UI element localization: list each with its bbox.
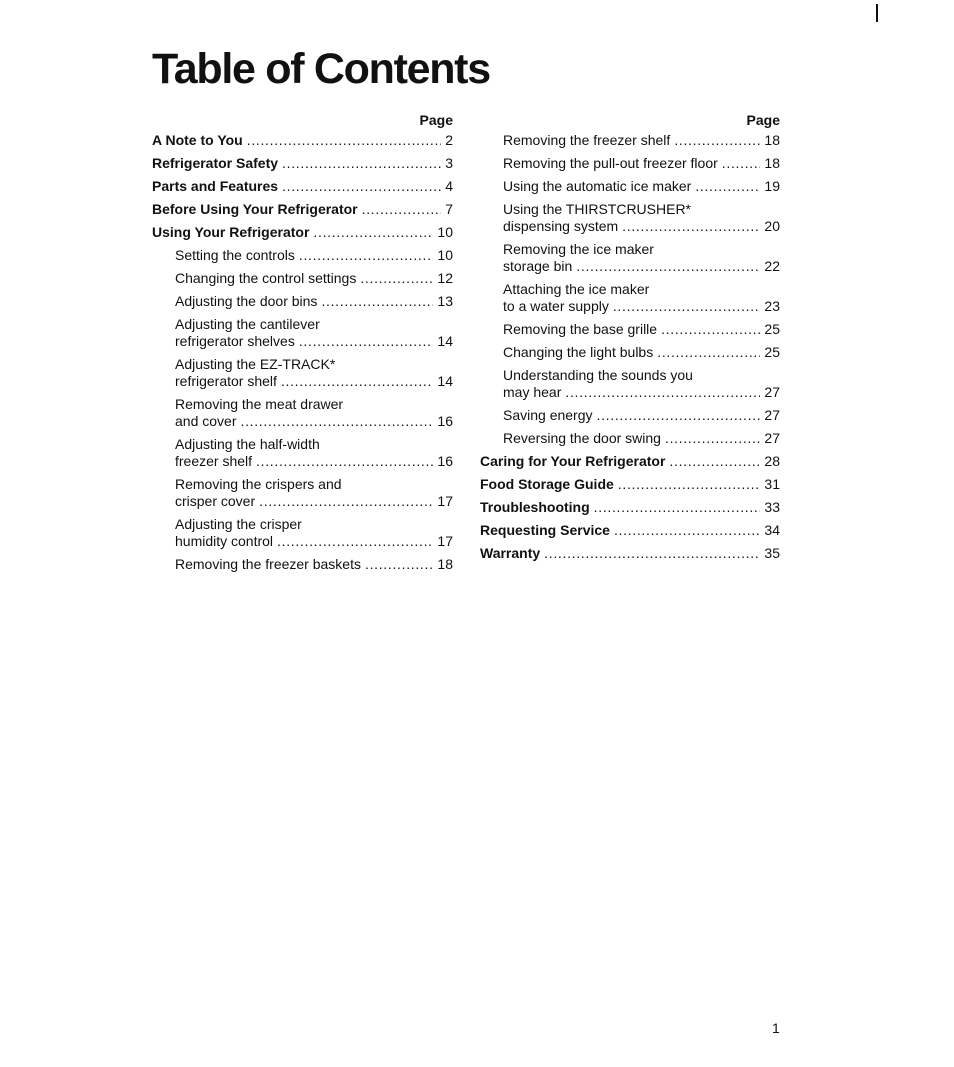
toc-subsection-entry [480, 321, 780, 338]
toc-page-number: 17 [437, 493, 453, 509]
toc-entry-title: Troubleshooting [480, 499, 590, 515]
toc-entry-title: Changing the control settings [175, 270, 357, 286]
toc-entry-title: Adjusting the half-width [175, 436, 320, 452]
toc-entry-title: Adjusting the door bins [175, 293, 318, 309]
toc-page-number: 27 [764, 384, 780, 400]
toc-page-number: 7 [445, 201, 453, 217]
toc-entry-title: Removing the ice maker [503, 241, 654, 257]
dot-leader [360, 270, 433, 287]
toc-entry-title: refrigerator shelf [175, 373, 277, 389]
toc-subsection-entry [480, 132, 780, 149]
dot-leader [695, 178, 760, 195]
toc-page-number: 10 [437, 247, 453, 263]
dot-leader [669, 453, 760, 470]
dot-leader [256, 453, 433, 470]
dot-leader [722, 155, 761, 172]
toc-page-number: 16 [437, 413, 453, 429]
dot-leader [282, 178, 441, 195]
toc-subsection-entry [480, 241, 780, 275]
toc-entry-title: Adjusting the crisper [175, 516, 302, 532]
toc-entry-title: Refrigerator Safety [152, 155, 279, 171]
toc-page-number: 17 [437, 533, 453, 549]
toc-page-number: 20 [764, 218, 780, 234]
toc-entry-title: Using Your Refrigerator [152, 224, 310, 240]
toc-page-number: 2 [445, 132, 453, 148]
toc-entry-title: Setting the controls [175, 247, 295, 263]
toc-subsection-entry [480, 344, 780, 361]
toc-entry-title: Caring for Your Refrigerator [480, 453, 666, 469]
toc-subsection-entry [152, 476, 453, 510]
toc-subsection-entry [152, 396, 453, 430]
page-column-header: Page [419, 112, 453, 128]
toc-page-number: 18 [437, 556, 453, 572]
toc-page-number: 14 [437, 333, 453, 349]
toc-page-number: 18 [764, 132, 780, 148]
dot-leader [299, 247, 434, 264]
dot-leader [594, 499, 761, 516]
toc-entry-title: may hear [503, 384, 562, 400]
toc-page-number: 25 [764, 321, 780, 337]
toc-subsection-entry [480, 155, 780, 172]
toc-page-number: 31 [764, 476, 780, 492]
dot-leader [576, 258, 760, 275]
toc-subsection-entry [152, 270, 453, 287]
toc-section-entry [152, 201, 453, 218]
toc-entry-title: Using the automatic ice maker [503, 178, 692, 194]
toc-subsection-entry [152, 556, 453, 573]
toc-entry-title: Before Using Your Refrigerator [152, 201, 358, 217]
toc-entry-title: Removing the freezer baskets [175, 556, 361, 572]
toc-page-number: 16 [437, 453, 453, 469]
toc-subsection-entry [480, 367, 780, 401]
toc-section-entry [480, 545, 780, 562]
page-title: Table of Contents [152, 45, 490, 93]
toc-entry-title: Removing the freezer shelf [503, 132, 671, 148]
toc-page-number: 3 [445, 155, 453, 171]
dot-leader [282, 155, 441, 172]
dot-leader [281, 373, 433, 390]
dot-leader [247, 132, 441, 149]
toc-entry-title: Removing the meat drawer [175, 396, 344, 412]
dot-leader [362, 201, 442, 218]
toc-page-number: 35 [764, 545, 780, 561]
dot-leader [597, 407, 761, 424]
toc-subsection-entry [480, 201, 780, 235]
toc-entry-title: Parts and Features [152, 178, 279, 194]
toc-left-column [152, 110, 453, 573]
toc-entry-title: Food Storage Guide [480, 476, 614, 492]
toc-page-number: 34 [764, 522, 780, 538]
toc-section-entry [480, 522, 780, 539]
page-column-header: Page [746, 112, 780, 128]
toc-page-number: 13 [437, 293, 453, 309]
dot-leader [299, 333, 434, 350]
toc-entry-title: and cover [175, 413, 237, 429]
dot-leader [661, 321, 760, 338]
toc-entry-title: A Note to You [152, 132, 243, 148]
toc-page-number: 25 [764, 344, 780, 360]
toc-entry-title: dispensing system [503, 218, 619, 234]
toc-page-number: 10 [437, 224, 453, 240]
toc-entry-title: Reversing the door swing [503, 430, 661, 446]
toc-entry-title: Attaching the ice maker [503, 281, 650, 297]
toc-subsection-entry [152, 316, 453, 350]
toc-subsection-entry [152, 436, 453, 470]
toc-right-column [480, 110, 780, 562]
toc-page-number: 12 [437, 270, 453, 286]
toc-entry-title: storage bin [503, 258, 573, 274]
dot-leader [613, 298, 761, 315]
dot-leader [657, 344, 760, 361]
toc-subsection-entry [480, 281, 780, 315]
toc-page-number: 28 [764, 453, 780, 469]
toc-entry-title: crisper cover [175, 493, 256, 509]
toc-entry-title: Removing the pull-out freezer floor [503, 155, 718, 171]
toc-entry-title: Using the THIRSTCRUSHER* [503, 201, 692, 217]
dot-leader [313, 224, 433, 241]
dot-leader [614, 522, 760, 539]
toc-section-entry [152, 132, 453, 149]
toc-subsection-entry [152, 293, 453, 310]
toc-subsection-entry [152, 356, 453, 390]
dot-leader [565, 384, 760, 401]
toc-page-number: 27 [764, 430, 780, 446]
toc-subsection-entry [480, 178, 780, 195]
toc-entry-title: humidity control [175, 533, 274, 549]
toc-entry-title: Understanding the sounds you [503, 367, 693, 383]
dot-leader [277, 533, 433, 550]
toc-page-number: 33 [764, 499, 780, 515]
dot-leader [618, 476, 761, 493]
toc-entry-title: Removing the base grille [503, 321, 658, 337]
toc-page-number: 22 [764, 258, 780, 274]
toc-page-number: 23 [764, 298, 780, 314]
toc-page-number: 4 [445, 178, 453, 194]
toc-entry-title: refrigerator shelves [175, 333, 295, 349]
dot-leader [321, 293, 433, 310]
toc-subsection-entry [152, 247, 453, 264]
toc-entry-title: Changing the light bulbs [503, 344, 654, 360]
toc-page-number: 19 [764, 178, 780, 194]
toc-entry-title: Adjusting the cantilever [175, 316, 320, 332]
toc-subsection-entry [152, 516, 453, 550]
toc-section-entry [152, 178, 453, 195]
dot-leader [259, 493, 433, 510]
toc-entry-title: freezer shelf [175, 453, 253, 469]
toc-section-entry [152, 155, 453, 172]
toc-entry-title: to a water supply [503, 298, 609, 314]
toc-section-entry [152, 224, 453, 241]
page-number: 1 [772, 1020, 780, 1036]
toc-entry-title: Adjusting the EZ-TRACK* [175, 356, 336, 372]
dot-leader [665, 430, 760, 447]
toc-page-number: 18 [764, 155, 780, 171]
toc-subsection-entry [480, 407, 780, 424]
toc-page-number: 14 [437, 373, 453, 389]
toc-entry-title: Warranty [480, 545, 541, 561]
dot-leader [544, 545, 760, 562]
dot-leader [622, 218, 760, 235]
toc-subsection-entry [480, 430, 780, 447]
toc-page-number: 27 [764, 407, 780, 423]
toc-section-entry [480, 499, 780, 516]
dot-leader [365, 556, 433, 573]
toc-entry-title: Removing the crispers and [175, 476, 342, 492]
toc-entry-title: Saving energy [503, 407, 593, 423]
scan-edge-mark [876, 4, 878, 22]
toc-section-entry [480, 476, 780, 493]
toc-entry-title: Requesting Service [480, 522, 610, 538]
dot-leader [674, 132, 760, 149]
dot-leader [240, 413, 433, 430]
toc-section-entry [480, 453, 780, 470]
